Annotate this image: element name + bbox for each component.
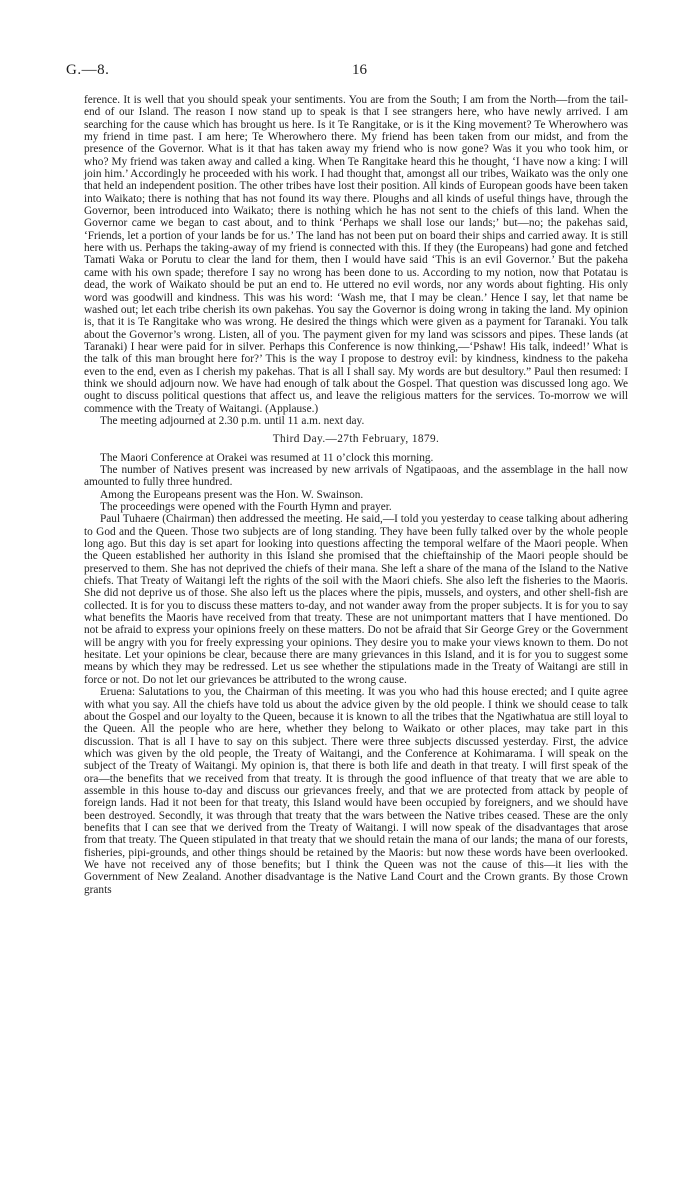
paragraph-attendance: The number of Natives present was increased by new arrivals of Ngatipaoas, and the assemblage in the hall now amounted to fully three hundred.: [84, 463, 628, 489]
paragraph-europeans-present: Among the Europeans present was the Hon. W. Swainson.: [100, 488, 364, 501]
page-number: 16: [352, 62, 367, 78]
paragraph-proceedings-opened: The proceedings were opened with the Fourth Hymn and prayer.: [100, 501, 392, 513]
paragraph-adjournment: The meeting adjourned at 2.30 p.m. until 11 a.m. next day.: [100, 414, 365, 427]
document-reference: G.—8.: [66, 62, 110, 78]
paragraph-speech-continued: ference. It is well that you should speak your sentiments. You are from the South; I am from the North—from the tail-end of our Island. The reason I now stand up to speak is that I see strangers here, who have newly arrived. I am searching for the cause which has brought us here. Is it Te Rangitake, or is it the King movement? Te Wherowhero was my friend in time past. I am here; Te Wherowhero there. My friend has been taken from our midst, and from the presence of the Governor. What is it that has taken away my friend who is now gone? Was it you who took him, or who? My friend was taken away and called a king. When Te Rangitake heard this he thought, ‘I have now a king: I will join him.’ Accordingly he proceeded with his work. I had thought that, amongst all our tribes, Waikato was the only one that held an independent position. The other tribes have lost their position. All kinds of European goods have been taken into Waikato; there is nothing that has not found its way there. Ploughs and all kinds of useful things have, through the Governor, been introduced into Waikato; there is nothing which he has not sent to the chiefs of this land. When the Governor came we began to cast about, and to think ‘Perhaps we shall lose our lands;’ but—no; the pakehas said, ‘Friends, let a portion of your lands be for us.’ The land has not been put on board their ships and carried away. It is still here with us. Perhaps the taking-away of my friend is connected with this. If they (the Europeans) had gone and fetched Tamati Waka or Porutu to clear the land for them, then I would have said ‘This is an evil Governor.’ But the pakeha came with his own spade; therefore I say no wrong has been done to us. According to my notion, now that Potatau is dead, the work of Waikato should be put an end to. He uttered no evil words, nor any words about fighting. His only word was goodwill and kindness. This was his word: ‘Wash me, that I may be clean.’ Hence I say, let that name be washed out; let each tribe cherish its own pakehas. You say the Governor is doing wrong in taking the land. My opinion is, that it is Te Rangitake who was wrong. He desired the things which were given as a payment for Taranaki. You talk about the Governor’s wrong. Listen, all of you. The payment given for my land was scissors and pipes. These lands (at Taranaki) I hear were paid for in silver. Perhaps this Conference is now thinking,—‘Pshaw! His talk, indeed!’ What is the talk of this man brought here for?’ This is the way I propose to destroy evil: by kindness, kindness to the pakeha even to the end, even as I cherish my pakehas. That is all I shall say. My words are but desultory.” Paul then resumed: I think we should adjourn now. We have had enough of talk about the Gospel. That question was discussed long ago. We ought to discuss political questions that affect us, and leave the religious matters for the services. To-morrow we will commence with the Treaty of Waitangi. (Applause.): [84, 94, 628, 415]
paragraph-chairman-address: Paul Tuhaere (Chairman) then addressed the meeting. He said,—I told you yesterday to cease talking about adhering to God and the Queen. Those two subjects are of long standing. They have been fully talked over by the whole people long ago. But this day is set apart for looking into questions affecting the temporal welfare of the Maori people. When the Queen established her authority in this Island she promised that the chieftainship of the Maori people should be preserved to them. She has not deprived the chiefs of their mana. She left a share of the mana of the Island to the Native chiefs. That Treaty of Waitangi left the rights of the soil with the Maori chiefs. She also left the fisheries to the Maoris. She did not deprive us of those. She also left us the places where the pipis, mussels, and oysters, and other shell-fish are collected. It is for you to discuss these matters to-day, and not wander away from the proper subjects. It is for you to say what benefits the Maoris have received from that treaty. These are not unimportant matters that I have mentioned. Do not be afraid to express your opinions freely on these matters. Do not be afraid that Sir George Grey or the Government will be angry with you for freely expressing your opinions. They desire you to make your views known to them. Do not hesitate. Let your opinions be clear, because there are many grievances in this Island, and it is for you to suggest some means by which they may be redressed. Let us see whether the stipulations made in the Treaty of Waitangi are still in force or not. Do not let our grievances be attributed to the wrong cause.: [84, 513, 628, 686]
section-heading: Third Day.—27th February, 1879.: [272, 433, 440, 446]
document-body: [84, 94, 628, 896]
paragraph-eruena-speech: Eruena: Salutations to you, the Chairman of this meeting. It was you who had this house erected; and I quite agree with what you say. All the chiefs have told us about the advice given by the old people. I think we should cease to talk about the Gospel and our loyalty to the Queen, because it is known to all the tribes that the Ngatiwhatua are still loyal to the Queen. All the people who are here, whether they belong to Waikato or other places, may take part in this discussion. That is all I have to say on this subject. There were three subjects discussed yesterday. First, the advice which was given by the old people, the Treaty of Waitangi, and the Conference at Kohimarama. I will speak on the subject of the Treaty of Waitangi. My opinion is, that there is both life and death in that treaty. I will first speak of the ora—the benefits that we received from that treaty. It is through the good influence of that treaty that we are able to assemble in this house to-day and discuss our grievances freely, and that we are protected from attack by people of foreign lands. Had it not been for that treaty, this Island would have been occupied by foreigners, and we should have been destroyed. Secondly, it was through that treaty that the wars between the Native tribes ceased. These are the only benefits that I can see that we derived from the Treaty of Waitangi. I will now speak of the disadvantages that arose from that treaty. The Queen stipulated in that treaty that we should retain the mana of our lands; the mana of our forests, fisheries, pipi-grounds, and other things should be retained by the Maoris: but now these words have been overlooked. We have not received any of those benefits; but I think the Queen was not the cause of this—it lies with the Government of New Zealand. Another disadvantage is the Native Land Court and the Crown grants. By those Crown grants: [84, 686, 628, 896]
paragraph-conference-resumed: The Maori Conference at Orakei was resumed at 11 o’clock this morning.: [100, 451, 434, 464]
